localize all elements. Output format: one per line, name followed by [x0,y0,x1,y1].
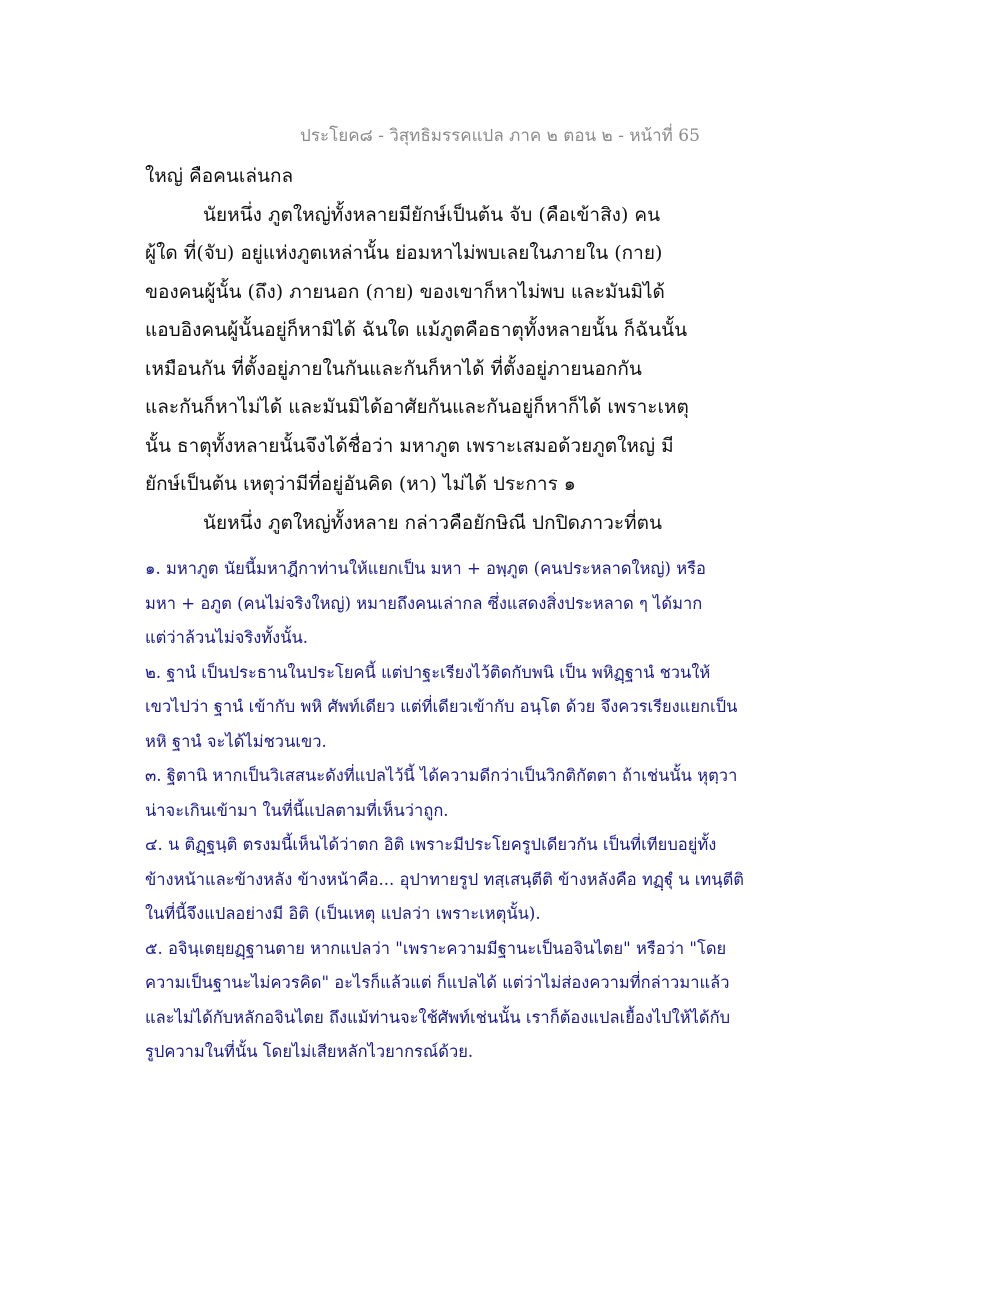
footnote-line: ๕. อจินฺเตยฺยฏฺฐานตาย หากแปลว่า "เพราะความมีฐานะเป็นอจินไตย" หรือว่า "โดย [145,938,727,958]
footnote-line: ความเป็นฐานะไม่ควรคิด" อะไรก็แล้วแต่ ก็แปลได้ แต่ว่าไม่ส่องความที่กล่าวมาแล้ว [145,973,730,992]
body-line: นั้น ธาตุทั้งหลายนั้นจึงได้ชื่อว่า มหาภูต เพราะเสมอด้วยภูตใหญ่ มี [145,434,674,457]
body-line: นัยหนึ่ง ภูตใหญ่ทั้งหลายมียักษ์เป็นต้น จับ (คือเข้าสิง) คน [203,203,661,226]
footnote-line: และไม่ได้กับหลักอจินไตย ถึงแม้ท่านจะใช้ศัพท์เช่นนั้น เราก็ต้องแปลเยื้องไปให้ได้กับ [145,1007,731,1027]
footnote-line: เขวไปว่า ฐานํ เข้ากับ พหิ ศัพท์เดียว แต่ที่เดียวเข้ากับ อนฺโต ด้วย จึงควรเรียงแยกเป็น [145,697,738,716]
footnote-line: ๔. น ติฏฺฐนฺติ ตรงมนี้เห็นได้ว่าตก อิติ เพราะมีประโยครูปเดียวกัน เป็นที่เทียบอยู่ทั้ง [145,835,717,854]
main-text [145,157,865,542]
footnote-line: รูปความในที่นั้น โดยไม่เสียหลักไวยากรณ์ด้วย. [145,1042,474,1061]
footnote-line: มหา + อภูต (คนไม่จริงใหญ่) หมายถึงคนเล่ากล ซึ่งแสดงสิ่งประหลาด ๆ ได้มาก [145,593,703,613]
footnote-line: หหิ ฐานํ จะได้ไม่ชวนเขว. [145,731,327,751]
footnote-line: ๒. ฐานํ เป็นประธานในประโยคนี้ แต่ปาฐะเรียงไว้ติดกับพนิ เป็น พหิฏฺฐานํ ชวนให้ [145,662,711,682]
body-line: แอบอิงคนผู้นั้นอยู่ก็หามิได้ ฉันใด แม้ภูตคือธาตุทั้งหลายนั้น ก็ฉันนั้น [145,319,688,341]
running-head: ประโยค๘ - วิสุทธิมรรคแปล ภาค ๒ ตอน ๒ - หน้าที่ 65 [300,126,700,146]
footnote-line: ๓. ฐิตานิ หากเป็นวิเสสนะดังที่แปลไว้นี้ ได้ความดีกว่าเป็นวิกติกัตตา ถ้าเช่นนั้น หุตฺวา [145,766,738,785]
body-line: ผู้ใด ที่(จับ) อยู่แห่งภูตเหล่านั้น ย่อมหาไม่พบเลยในภายใน (กาย) [145,242,663,264]
footnote-line: น่าจะเกินเข้ามา ในที่นี้แปลตามที่เห็นว่าถูก. [145,800,449,820]
body-line: ของคนผู้นั้น (ถึง) ภายนอก (กาย) ของเขาก็หาไม่พบ และมันมิได้ [145,280,665,303]
footnote-line: แต่ว่าล้วนไม่จริงทั้งนั้น. [145,628,309,647]
body-line: เหมือนกัน ที่ตั้งอยู่ภายในกันและกันก็หาได้ ที่ตั้งอยู่ภายนอกกัน [145,357,642,380]
footnote-line: ในที่นี้จึงแปลอย่างมี อิติ (เป็นเหตุ แปลว่า เพราะเหตุนั้น). [145,904,541,923]
footnote-line: ๑. มหาภูต นัยนี้มหาฎีกาท่านให้แยกเป็น มหา + อพฺภูต (คนประหลาดใหญ่) หรือ [145,559,706,578]
body-line: ยักษ์เป็นต้น เหตุว่ามีที่อยู่อันคิด (หา) ไม่ได้ ประการ ๑ [145,473,576,495]
body-line: และกันก็หาไม่ได้ และมันมิได้อาศัยกันและกันอยู่ก็หาก็ได้ เพราะเหตุ [145,396,689,418]
footnotes [145,552,865,1070]
body-line: ใหญ่ คือคนเล่นกล [145,165,294,187]
body-line: นัยหนึ่ง ภูตใหญ่ทั้งหลาย กล่าวคือยักษิณี ปกปิดภาวะที่ตน [203,511,662,534]
footnote-line: ข้างหน้าและข้างหลัง ข้างหน้าคือ... อุปาทายรูป ทสฺเสนฺตีติ ข้างหลังคือ ทฏฺฐุํ น เทนฺตีติ [145,869,745,889]
